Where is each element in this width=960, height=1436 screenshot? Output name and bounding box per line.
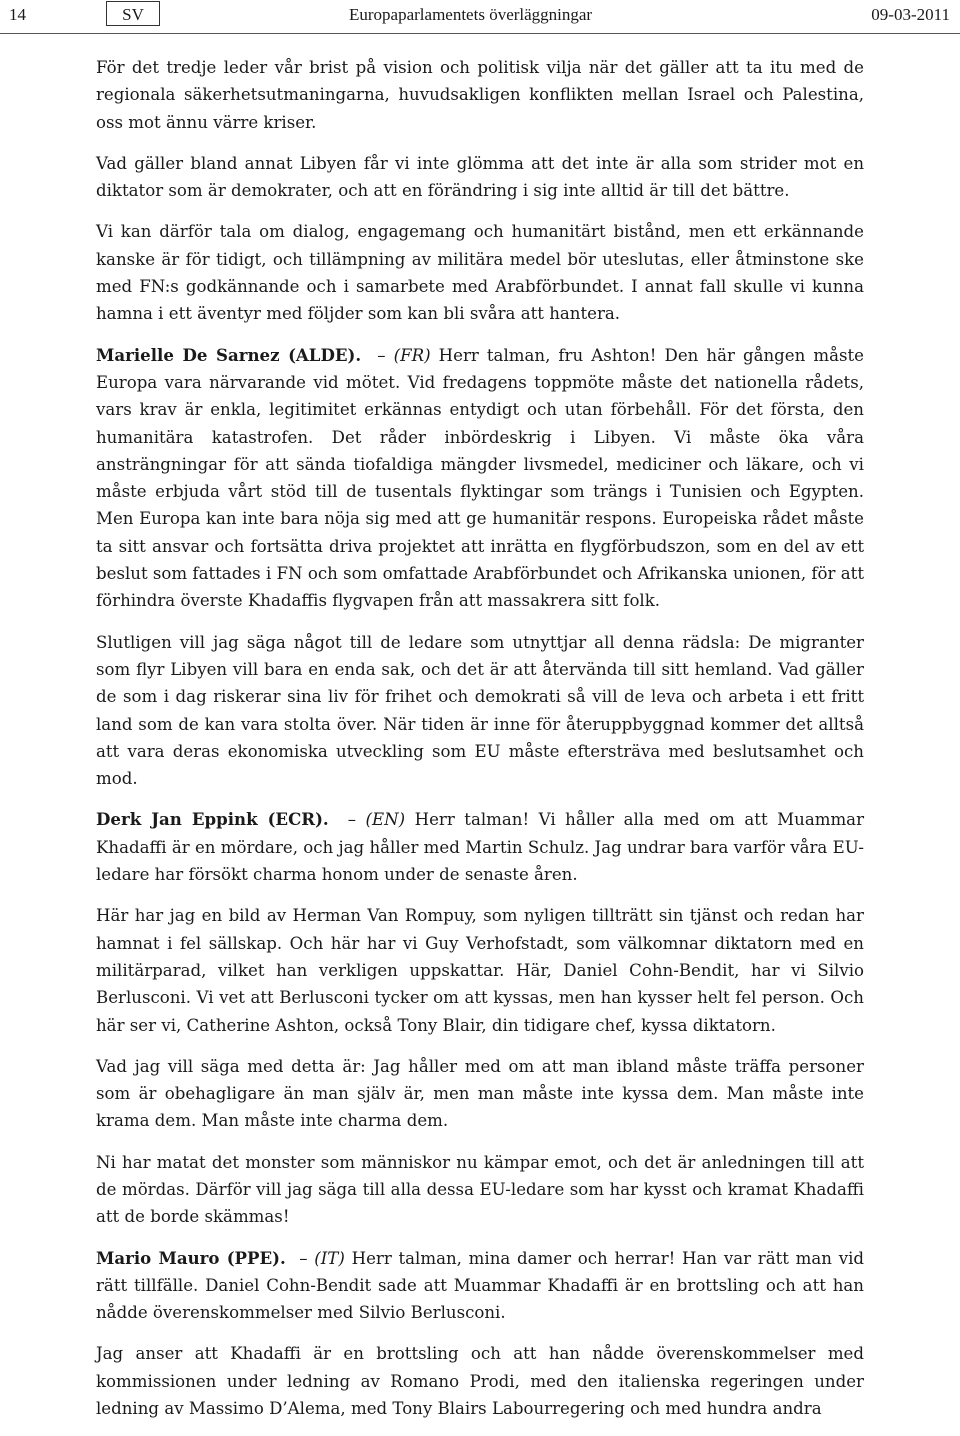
publication-title: Europaparlamentets överläggningar	[349, 5, 593, 24]
speech-paragraph: Mario Mauro (PPE). – (IT) Herr talman, mina damer och herrar! Han var rätt man vid rätt tillfälle. Daniel Cohn-Bendit sade att Muammar Khadaffi är en brottsling och att han nådde överenskommelser med Silvio Berlusconi.	[96, 1247, 864, 1323]
speech-language: (FR)	[393, 345, 431, 365]
speaker-name: Mario Mauro (PPE).	[96, 1247, 286, 1268]
header-divider	[0, 33, 960, 34]
speaker-name: Marielle De Sarnez (ALDE).	[96, 344, 362, 365]
language-code-box: SV	[106, 1, 160, 26]
paragraph: Här har jag en bild av Herman Van Rompuy, som nyligen tillträtt sin tjänst och redan har hamnat i fel sällskap. Och här har vi Guy Verhofstadt, som välkomnar diktatorn med en militärparad, vilket han verkligen uppskattar. Här, Daniel Cohn-Bendit, har vi Silvio Berlusconi. Vi vet att Berlusconi tycker om att kyssas, men han kysser helt fel person. Och här ser vi, Catherine Ashton, också Tony Blair, din tidigare chef, kyssa diktatorn.	[96, 906, 864, 1035]
paragraph: Ni har matat det monster som människor nu kämpar emot, och det är anledningen till att de mördas. Därför vill jag säga till alla dessa EU-ledare som har kysst och kramat Khadaffi att de borde skämmas!	[96, 1152, 864, 1227]
page-number: 14	[9, 5, 26, 24]
paragraph: Vad gäller bland annat Libyen får vi inte glömma att det inte är alla som strider mot en diktator som är demokrater, och att en förändring i sig inte alltid är till det bättre.	[96, 153, 864, 201]
speech-language: (IT)	[314, 1248, 345, 1268]
speech-language: (EN)	[365, 810, 406, 830]
paragraph: Vi kan därför tala om dialog, engagemang och humanitärt bistånd, men ett erkännande kanske är för tidigt, och tillämpning av militära medel bör uteslutas, eller åtminstone ske med FN:s godkännande och i samarbete med Arabförbundet. I annat fall skulle vi kunna hamna i ett äventyr med följder som kan bli svåra att hantera.	[96, 222, 864, 324]
paragraph: För det tredje leder vår brist på vision och politisk vilja när det gäller att ta itu med de regionala säkerhetsutmaningarna, huvudsakligen konflikten mellan Israel och Palestina, oss mot ännu värre kriser.	[96, 58, 864, 132]
publication-date: 09-03-2011	[871, 5, 950, 24]
paragraph: Slutligen vill jag säga något till de ledare som utnyttjar all denna rädsla: De migranter som flyr Libyen vill bara en enda sak, och det är att återvända till sitt hemland. Vad gäller de som i dag riskerar sina liv för frihet och demokrati så vill de leva och arbeta i ett fritt land som de kan vara stolta över. När tiden är inne för återuppbyggnad kommer det alltså att vara deras ekonomiska utveckling som EU måste eftersträva med beslutsamhet och mod.	[96, 632, 864, 789]
speech-paragraph: Derk Jan Eppink (ECR). – (EN) Herr talman! Vi håller alla med om att Muammar Khadaffi är en mördare, och jag håller med Martin Schulz. Jag undrar bara varför våra EU-ledare har försökt charma honom under de senaste åren.	[96, 809, 865, 885]
paragraph: Jag anser att Khadaffi är en brottsling och att han nådde överenskommelser med kommissionen under ledning av Romano Prodi, med den italienska regeringen under ledning av Massimo D’Alema, med Tony Blairs Labourregering och med hundra andra	[96, 1344, 864, 1419]
speech-paragraph: Marielle De Sarnez (ALDE). – (FR) Herr talman, fru Ashton! Den här gången måste Europa vara närvarande vid mötet. Vid fredagens toppmöte måste det nationella rådets, vars krav är enkla, legitimitet erkännas entydigt och utan förbehåll. För det första, den humanitära katastrofen. Det råder inbördeskrig i Libyen. Vi måste öka våra ansträngningar för att sända tiofaldiga mängder livsmedel, mediciner och läkare, och vi måste erbjuda vårt stöd till de tusentals flyktingar som trängs i Tunisien och Egypten. Men Europa kan inte bara nöja sig med att ge humanitär respons. Europeiska rådet måste ta sitt ansvar och fortsätta driva projektet att inrätta en flygförbudszon, som en del av ett beslut som fattades i FN och som omfattade Arabförbundet och Afrikanska unionen, för att förhindra överste Khadaffis flygvapen från att massakrera sitt folk.	[96, 344, 864, 611]
document-body	[96, 54, 864, 1436]
paragraph: Vad jag vill säga med detta är: Jag håller med om att man ibland måste träffa personer som är obehagligare än man själv är, men man måste inte kyssa dem. Man måste inte krama dem. Man måste inte charma dem.	[96, 1056, 864, 1131]
speaker-name: Derk Jan Eppink (ECR).	[96, 809, 329, 830]
page-header	[0, 0, 960, 32]
